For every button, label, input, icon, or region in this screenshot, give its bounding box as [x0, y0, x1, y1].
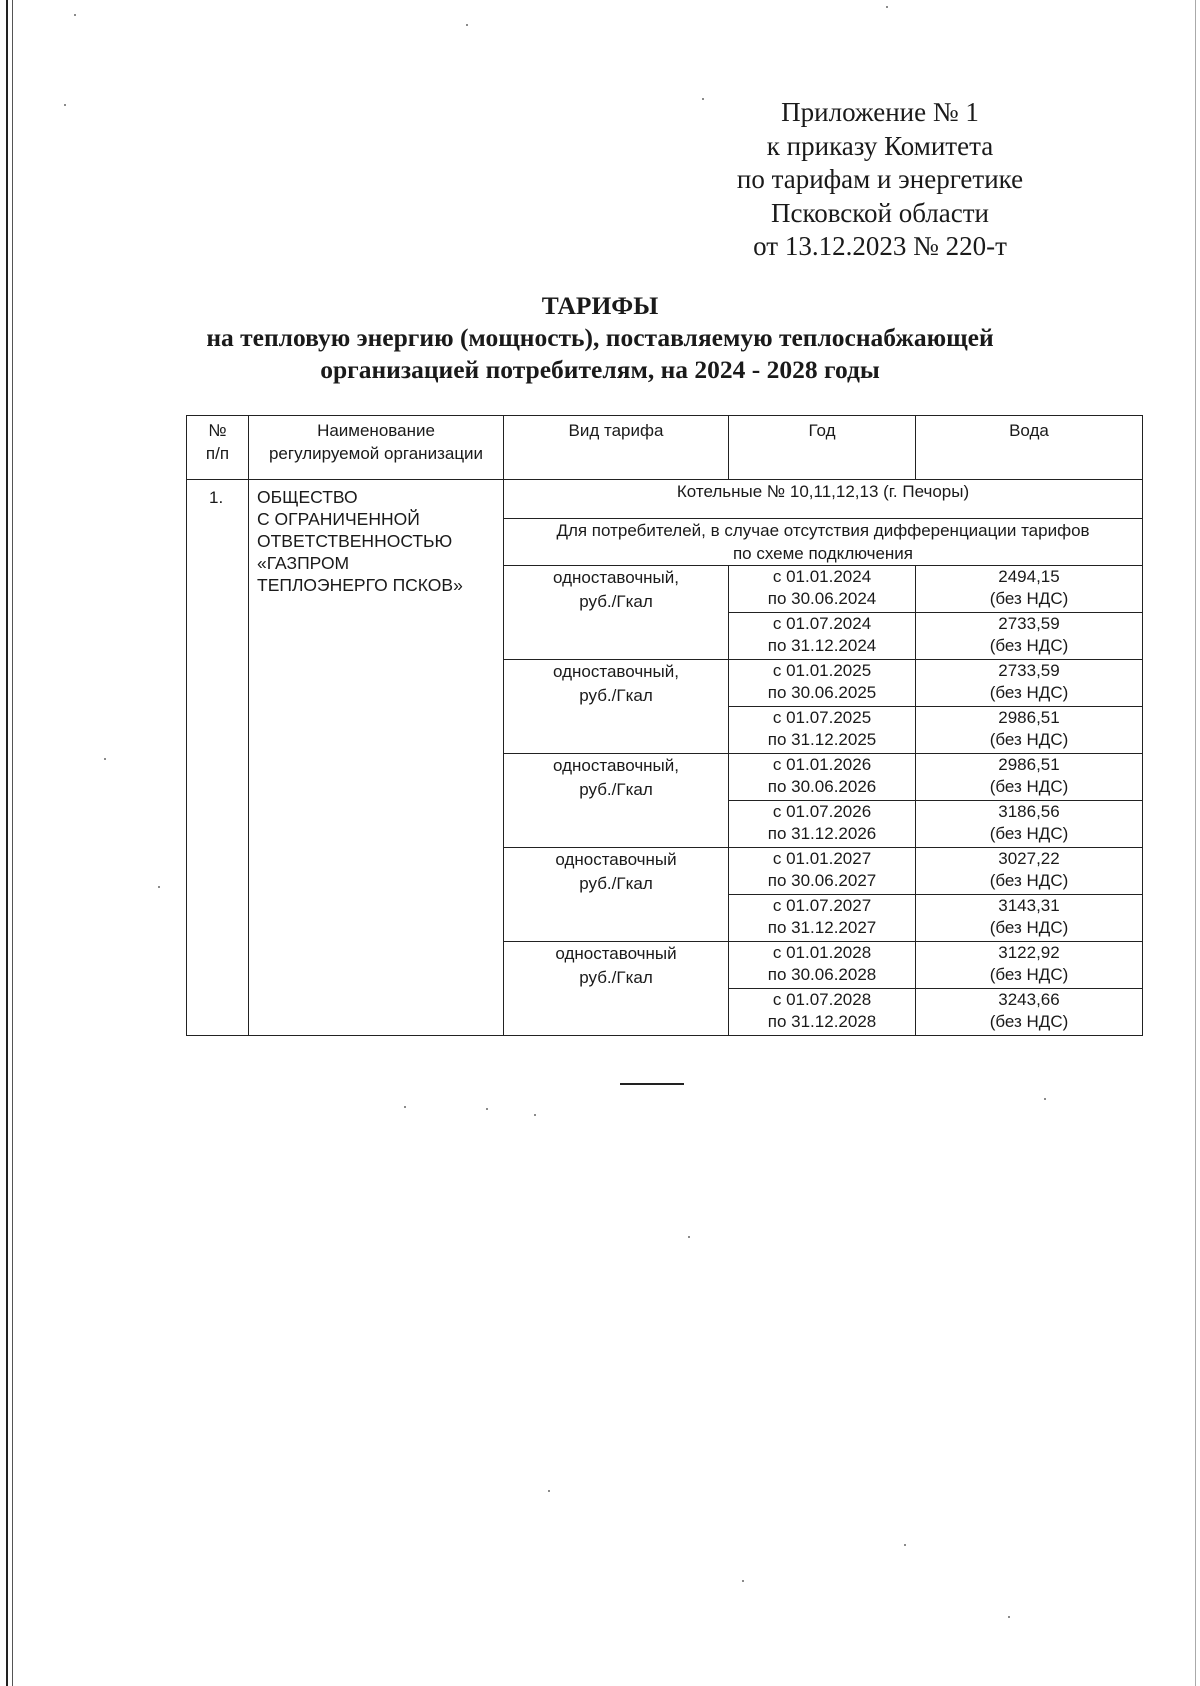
- tariff-value-cell: [916, 895, 1143, 942]
- period-to: по 31.12.2026: [767, 824, 877, 843]
- scan-speck: [742, 1580, 744, 1582]
- organization-name: [249, 480, 504, 1036]
- organization-name-line: С ОГРАНИЧЕННОЙ: [257, 509, 420, 529]
- tariff-value-cell: [916, 848, 1143, 895]
- period-to: по 31.12.2027: [767, 918, 877, 937]
- tariff-value: 3122,92: [998, 943, 1060, 962]
- tariff-type: [504, 566, 729, 660]
- tariff-type-line: одноставочный,: [553, 662, 679, 681]
- tariff-value-cell: [916, 660, 1143, 707]
- vat-note: (без НДС): [989, 589, 1069, 608]
- period-from: с 01.01.2026: [772, 755, 872, 774]
- period-cell: [729, 613, 916, 660]
- scan-speck: [64, 104, 66, 106]
- header-number-line: п/п: [205, 444, 230, 463]
- scan-edge-left-inner: [12, 0, 13, 1686]
- tariff-value: 3243,66: [998, 990, 1060, 1009]
- vat-note: (без НДС): [989, 1012, 1069, 1031]
- appendix-order-date: от 13.12.2023 № 220-т: [753, 231, 1007, 261]
- tariff-value: 3027,22: [998, 849, 1060, 868]
- period-from: с 01.01.2024: [772, 567, 872, 586]
- scan-speck: [486, 1108, 488, 1110]
- vat-note: (без НДС): [989, 871, 1069, 890]
- tariff-value: 2986,51: [998, 755, 1060, 774]
- tariff-type-line: одноставочный,: [553, 756, 679, 775]
- tariff-value: 2733,59: [998, 661, 1060, 680]
- table-header-row: [187, 416, 1143, 480]
- period-cell: [729, 848, 916, 895]
- scan-speck: [1044, 1098, 1046, 1100]
- period-from: с 01.01.2028: [772, 943, 872, 962]
- period-cell: [729, 989, 916, 1036]
- tariff-value-cell: [916, 566, 1143, 613]
- tariff-value: 2733,59: [998, 614, 1060, 633]
- tariffs-table: [186, 415, 1143, 1036]
- tariff-type-unit: руб./Гкал: [579, 686, 653, 705]
- tariff-type-unit: руб./Гкал: [579, 968, 653, 987]
- title-subtitle-line: организацией потребителям, на 2024 - 2028 годы: [320, 355, 880, 384]
- organization-name-line: ОТВЕТСТВЕННОСТЬЮ: [257, 531, 453, 551]
- header-water: Вода: [916, 416, 1143, 480]
- tariff-value-cell: [916, 613, 1143, 660]
- header-number: [187, 416, 249, 480]
- scan-speck: [466, 24, 468, 26]
- appendix-reference: [700, 96, 1060, 264]
- tariff-value: 3186,56: [998, 802, 1060, 821]
- appendix-line: Псковской области: [770, 197, 989, 228]
- tariff-type: [504, 942, 729, 1036]
- tariff-value: 2494,15: [998, 567, 1060, 586]
- period-cell: [729, 660, 916, 707]
- period-to: по 30.06.2025: [767, 683, 877, 702]
- scan-speck: [74, 14, 76, 16]
- tariff-value: 3143,31: [998, 896, 1060, 915]
- period-to: по 30.06.2026: [767, 777, 877, 796]
- period-cell: [729, 895, 916, 942]
- period-to: по 31.12.2024: [767, 636, 877, 655]
- period-from: с 01.07.2025: [772, 708, 872, 727]
- end-divider: [620, 1083, 684, 1085]
- tariff-type: [504, 754, 729, 848]
- vat-note: (без НДС): [989, 636, 1069, 655]
- vat-note: (без НДС): [989, 824, 1069, 843]
- scan-speck: [688, 1236, 690, 1238]
- scan-speck: [1008, 1616, 1010, 1618]
- period-from: с 01.07.2024: [772, 614, 872, 633]
- period-to: по 31.12.2028: [767, 1012, 877, 1031]
- appendix-line: к приказу Комитета: [766, 130, 994, 161]
- scan-speck: [158, 886, 160, 888]
- header-tariff-type: Вид тарифа: [504, 416, 729, 480]
- consumers-label-line: по схеме подключения: [732, 544, 914, 563]
- scan-speck: [886, 6, 888, 8]
- vat-note: (без НДС): [989, 683, 1069, 702]
- period-cell: [729, 566, 916, 613]
- period-from: с 01.01.2027: [772, 849, 872, 868]
- tariff-value-cell: [916, 754, 1143, 801]
- vat-note: (без НДС): [989, 918, 1069, 937]
- period-cell: [729, 707, 916, 754]
- title-heading: ТАРИФЫ: [541, 291, 659, 320]
- tariff-type-unit: руб./Гкал: [579, 874, 653, 893]
- tariff-type: [504, 848, 729, 942]
- tariff-value-cell: [916, 942, 1143, 989]
- consumers-label-line: Для потребителей, в случае отсутствия дифференциации тарифов: [556, 521, 1090, 540]
- header-number-line: №: [208, 421, 227, 440]
- tariff-value-cell: [916, 801, 1143, 848]
- period-cell: [729, 754, 916, 801]
- tariff-type: [504, 660, 729, 754]
- consumers-label: [504, 519, 1143, 566]
- tariff-type-unit: руб./Гкал: [579, 780, 653, 799]
- scan-speck: [534, 1114, 536, 1116]
- scan-speck: [904, 1544, 906, 1546]
- tariff-value-cell: [916, 989, 1143, 1036]
- period-to: по 31.12.2025: [767, 730, 877, 749]
- vat-note: (без НДС): [989, 965, 1069, 984]
- table-row: [187, 480, 1143, 519]
- tariff-type-line: одноставочный,: [553, 568, 679, 587]
- vat-note: (без НДС): [989, 730, 1069, 749]
- scan-edge-left: [6, 0, 8, 1686]
- scan-speck: [548, 1490, 550, 1492]
- scan-speck: [404, 1106, 406, 1108]
- period-to: по 30.06.2028: [767, 965, 877, 984]
- period-from: с 01.01.2025: [772, 661, 872, 680]
- header-organization-line: Наименование: [317, 421, 435, 440]
- title-subtitle-line: на тепловую энергию (мощность), поставляемую теплоснабжающей: [206, 323, 994, 352]
- period-to: по 30.06.2027: [767, 871, 877, 890]
- scan-speck: [104, 758, 106, 760]
- period-from: с 01.07.2027: [772, 896, 872, 915]
- header-organization: [249, 416, 504, 480]
- row-number: 1.: [187, 480, 249, 1036]
- tariff-type-unit: руб./Гкал: [579, 592, 653, 611]
- vat-note: (без НДС): [989, 777, 1069, 796]
- organization-name-line: ОБЩЕСТВО: [257, 487, 358, 507]
- organization-name-line: ТЕПЛОЭНЕРГО ПСКОВ»: [257, 575, 463, 595]
- period-cell: [729, 801, 916, 848]
- scan-edge-right: [1195, 0, 1196, 1686]
- document-title: [120, 290, 1080, 386]
- tariff-type-line: одноставочный: [555, 850, 677, 869]
- period-to: по 30.06.2024: [767, 589, 877, 608]
- period-cell: [729, 942, 916, 989]
- boiler-houses-label: Котельные № 10,11,12,13 (г. Печоры): [504, 480, 1143, 519]
- organization-name-line: «ГАЗПРОМ: [257, 553, 350, 573]
- appendix-line: по тарифам и энергетике: [736, 164, 1024, 194]
- period-from: с 01.07.2026: [772, 802, 872, 821]
- header-organization-line: регулируемой организации: [268, 444, 484, 463]
- tariff-value: 2986,51: [998, 708, 1060, 727]
- header-year: Год: [729, 416, 916, 480]
- tariff-value-cell: [916, 707, 1143, 754]
- appendix-line: Приложение № 1: [781, 97, 979, 127]
- period-from: с 01.07.2028: [772, 990, 872, 1009]
- tariff-type-line: одноставочный: [555, 944, 677, 963]
